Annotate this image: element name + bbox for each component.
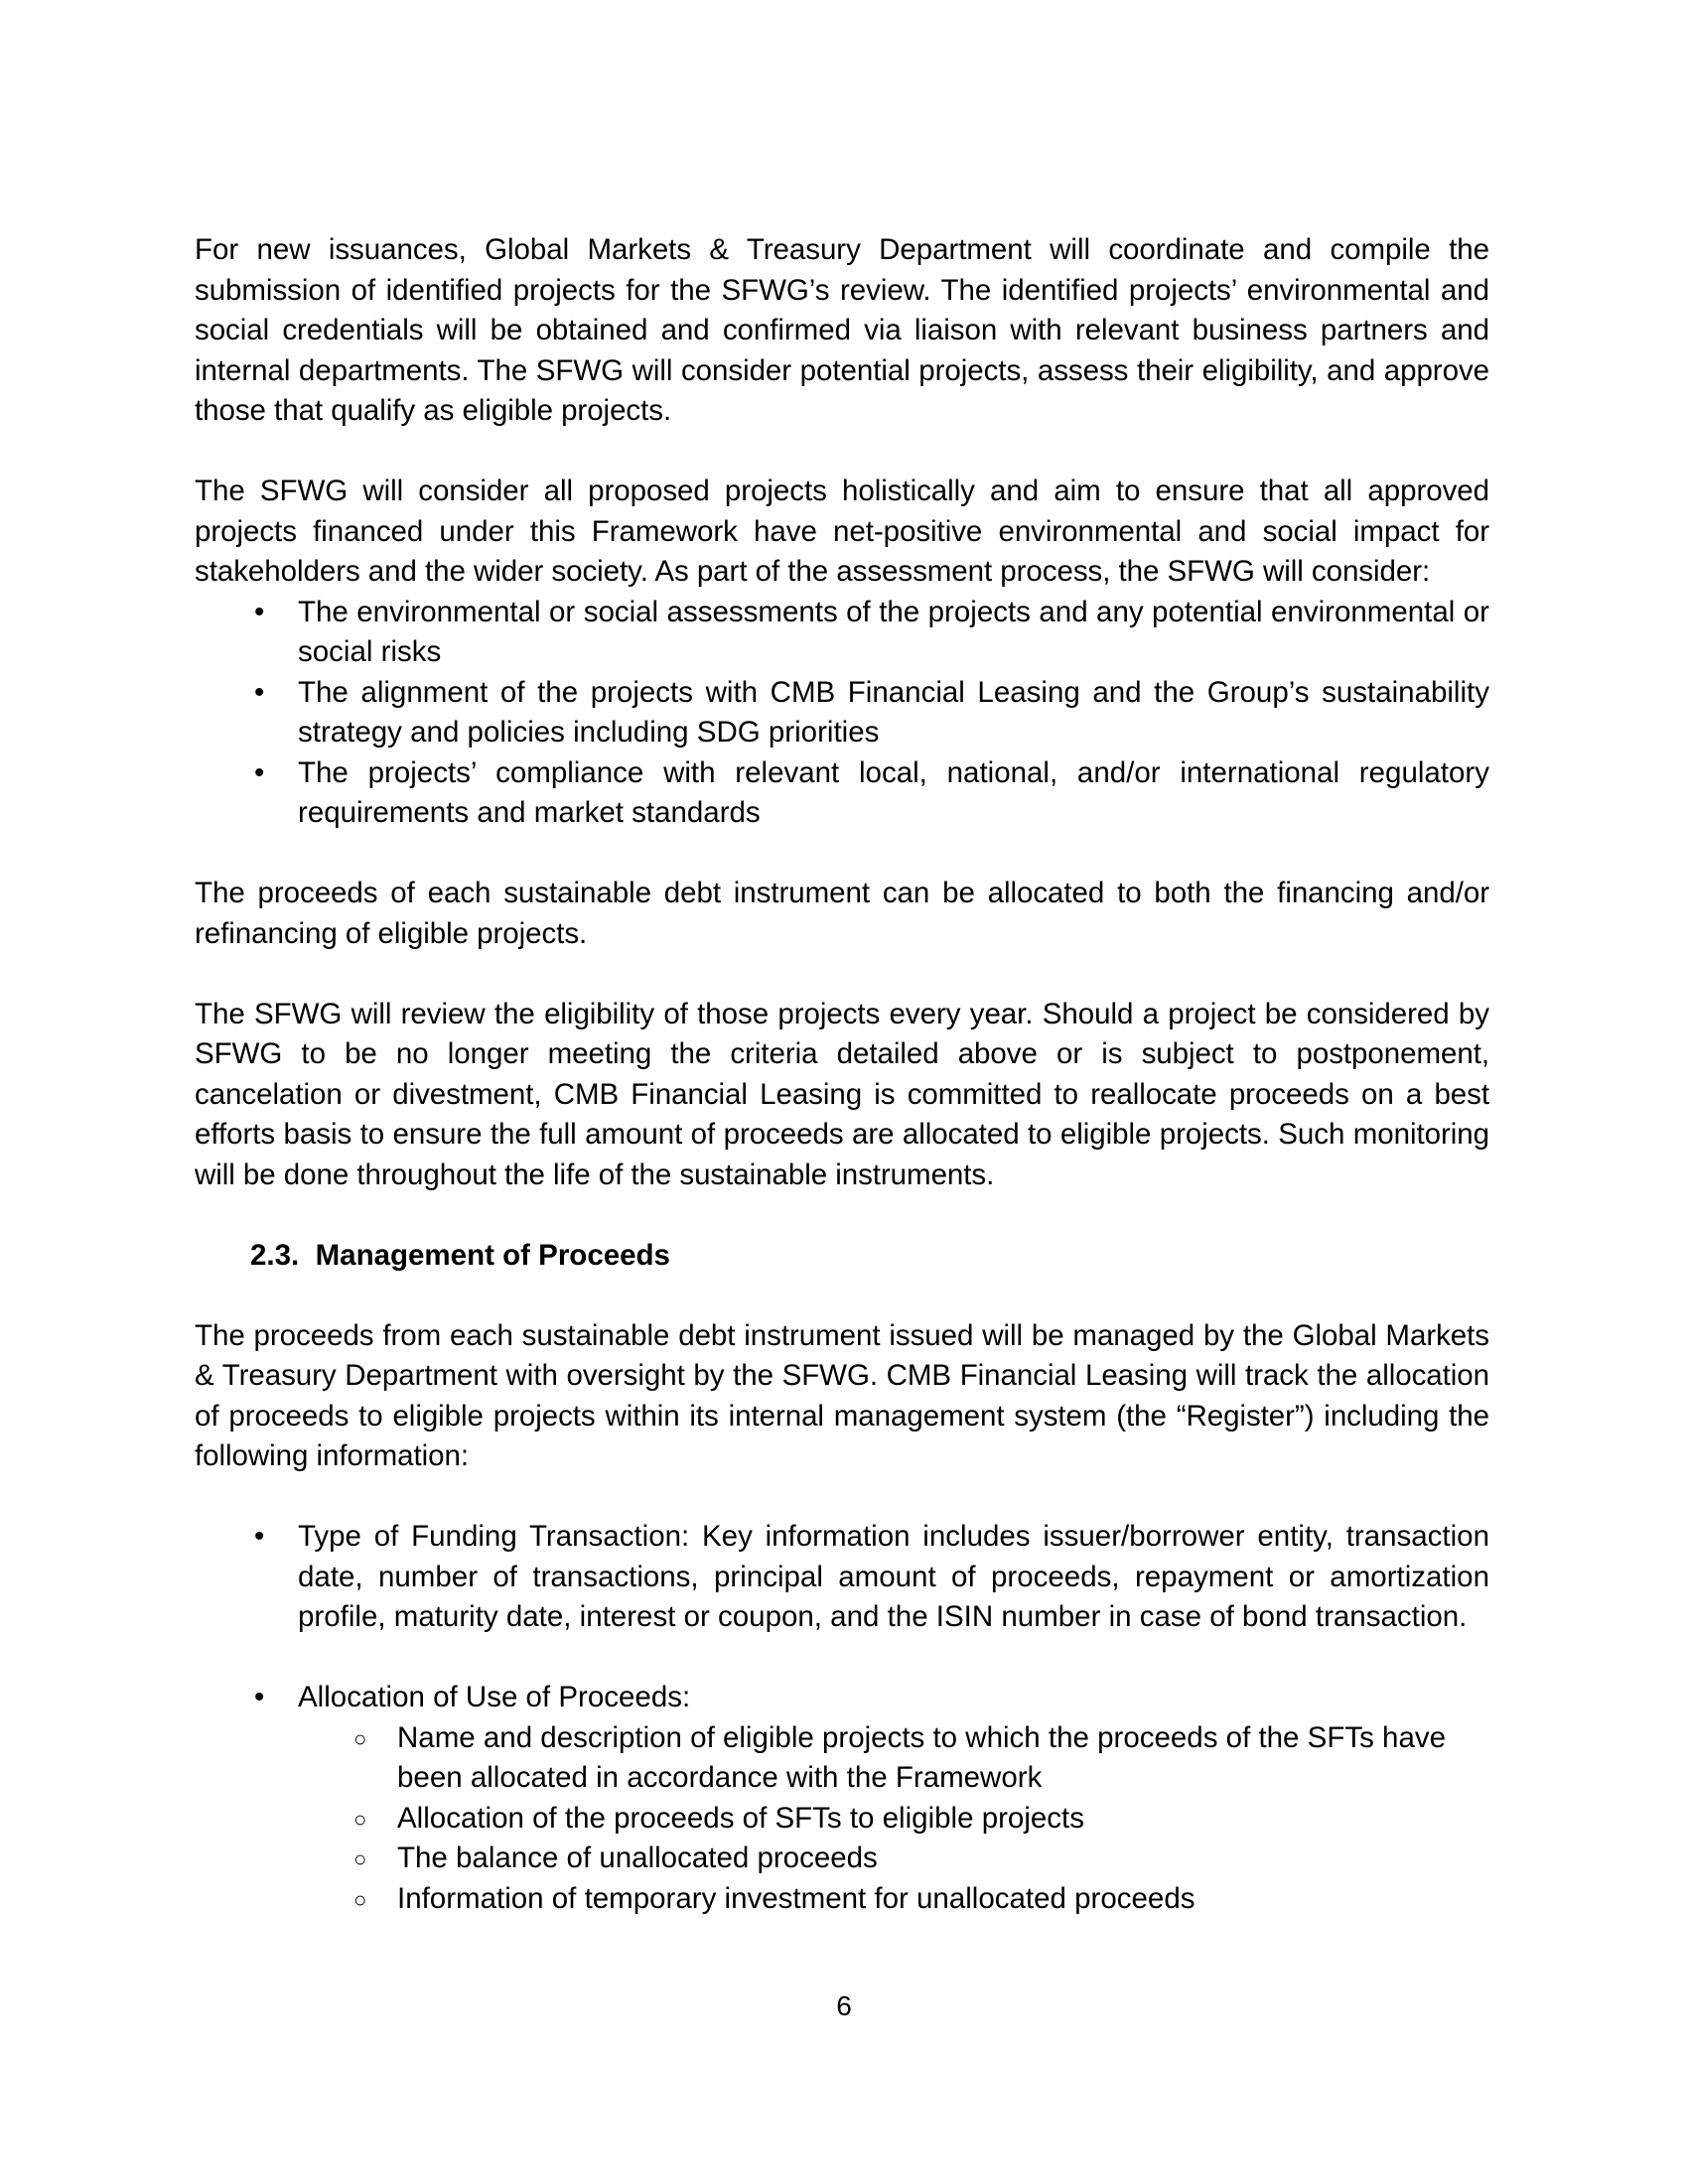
list-item <box>195 1799 1489 1840</box>
bullet-hollow-icon: ○ <box>353 1725 367 1751</box>
paragraph-proceeds-allocation: The proceeds of each sustainable debt instrument can be allocated to both the financing and/or refinancing of eligible projects. <box>195 877 1489 950</box>
list-item <box>195 1839 1489 1879</box>
bullet-filled-icon: • <box>254 675 265 709</box>
bullet-filled-icon: • <box>254 595 265 628</box>
paragraph-register-management: The proceeds from each sustainable debt instrument issued will be managed by the Global Markets & Treasury Department with oversight by the SFWG. CMB Financial Leasing will track the allocation of proceeds to eligible projects within its internal management system (the “Register”) including the following information: <box>195 1318 1489 1472</box>
paragraph-spacer <box>195 1195 1489 1236</box>
list-item <box>195 1718 1489 1799</box>
list-item-label: Name and description of eligible projects to which the proceeds of the SFTs have been allocated in accordance with the Framework <box>397 1720 1447 1794</box>
assessment-criteria-list <box>195 593 1489 834</box>
list-item-label: The balance of unallocated proceeds <box>397 1842 878 1874</box>
list-item <box>195 1879 1489 1920</box>
list-item-label: Information of temporary investment for unallocated proceeds <box>397 1881 1196 1915</box>
list-item-label: Allocation of Use of Proceeds: <box>298 1681 691 1713</box>
bullet-hollow-icon: ○ <box>353 1846 367 1871</box>
list-item-label: The environmental or social assessments of the projects and any potential environmental or social risks <box>298 595 1489 668</box>
bullet-filled-icon: • <box>254 1520 265 1553</box>
register-information-list <box>195 1517 1489 1638</box>
list-spacer <box>195 1638 1489 1679</box>
paragraph-annual-eligibility-review: The SFWG will review the eligibility of those projects every year. Should a project be considered by SFWG to be no longer meeting the criteria detailed above or is subject to postponement, cancelation or divestment, CMB Financial Leasing is committed to reallocate proceeds on a best efforts basis to ensure the full amount of proceeds are allocated to eligible projects. Such monitoring will be done throughout the life of the sustainable instruments. <box>195 997 1489 1191</box>
list-item-label: The alignment of the projects with CMB Financial Leasing and the Group’s sustainability strategy and policies including SDG priorities <box>298 675 1489 749</box>
paragraph-spacer <box>195 1477 1489 1518</box>
allocation-of-use-list <box>195 1678 1489 1718</box>
paragraph-new-issuances: For new issuances, Global Markets & Treasury Department will coordinate and compile the submission of identified projects for the SFWG’s review. The identified projects’ environmental and social credentials will be obtained and confirmed via liaison with relevant business partners and internal departments. The SFWG will consider potential projects, assess their eligibility, and approve those that qualify as eligible projects. <box>195 233 1489 427</box>
section-heading-management-of-proceeds: 2.3. Management of Proceeds <box>250 1238 670 1272</box>
list-item <box>195 753 1489 834</box>
page-content <box>195 230 1489 1919</box>
list-item <box>195 1678 1489 1718</box>
paragraph-spacer <box>195 432 1489 473</box>
bullet-filled-icon: • <box>254 1681 265 1713</box>
list-item <box>195 673 1489 753</box>
bullet-filled-icon: • <box>254 755 265 789</box>
allocation-sub-bullet-list <box>195 1718 1489 1920</box>
heading-spacer <box>195 1276 1489 1316</box>
page-number-footer: 6 <box>836 1990 852 2021</box>
bullet-hollow-icon: ○ <box>353 1886 367 1912</box>
list-item <box>195 593 1489 673</box>
list-item-label: Allocation of the proceeds of SFTs to eligible projects <box>397 1801 1084 1835</box>
paragraph-spacer <box>195 954 1489 995</box>
bullet-hollow-icon: ○ <box>353 1806 367 1832</box>
paragraph-spacer <box>195 834 1489 875</box>
list-item <box>195 1517 1489 1638</box>
paragraph-sfwg-holistic-review: The SFWG will consider all proposed projects holistically and aim to ensure that all approved projects financed under this Framework have net-positive environmental and social impact for stakeholders and the wider society. As part of the assessment process, the SFWG will consider: <box>195 475 1489 588</box>
list-item-label: The projects’ compliance with relevant local, national, and/or international regulatory requirements and market standards <box>298 755 1489 829</box>
list-item-label: Type of Funding Transaction: Key information includes issuer/borrower entity, transaction date, number of transactions, principal amount of proceeds, repayment or amortization profile, maturity date, interest or coupon, and the ISIN number in case of bond transaction. <box>298 1520 1489 1633</box>
